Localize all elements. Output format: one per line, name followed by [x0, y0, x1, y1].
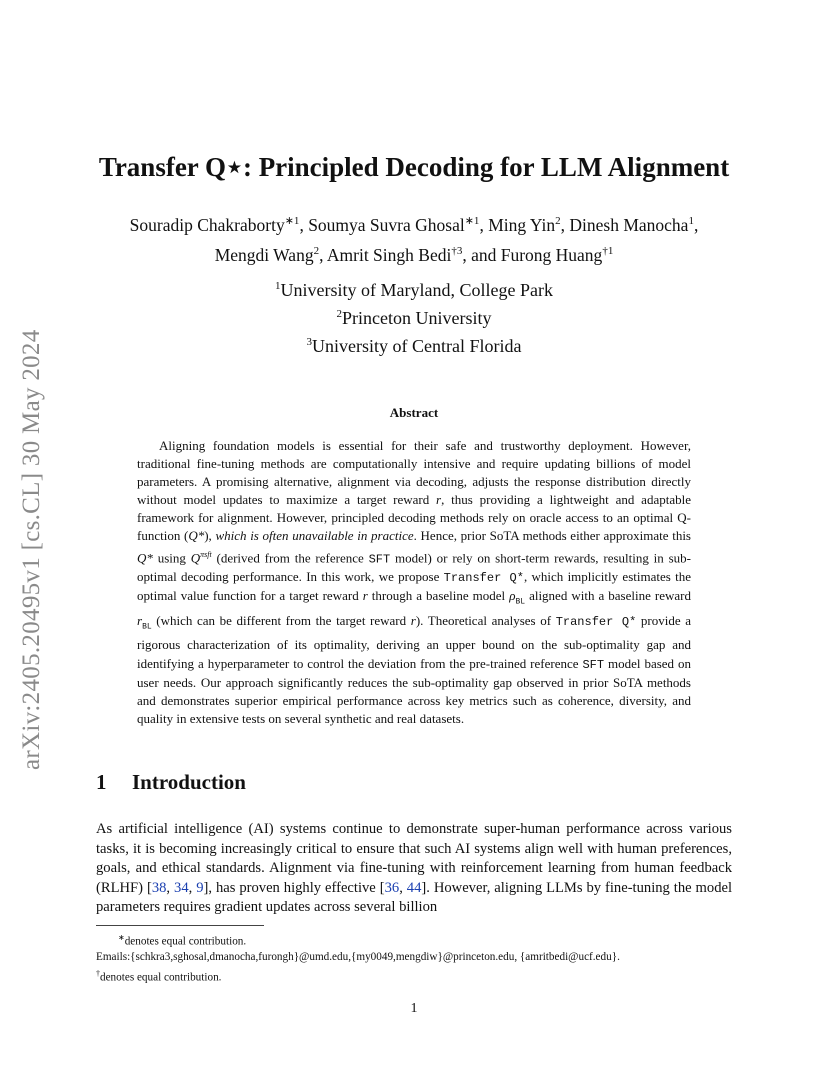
section-title: Introduction — [132, 770, 246, 794]
affiliation-mark: 3 — [306, 336, 313, 348]
affiliation-name: University of Central Florida — [312, 336, 522, 356]
footnote: ∗denotes equal contribution. — [118, 933, 247, 948]
footnote-rule — [96, 925, 264, 926]
author-mark: 2 — [555, 215, 561, 227]
author-mark: ∗1 — [464, 215, 480, 227]
section-number: 1 — [96, 770, 107, 794]
author-mark: 1 — [688, 215, 694, 227]
affiliation-name: University of Maryland, College Park — [280, 280, 553, 300]
author: Dinesh Manocha — [569, 214, 689, 235]
affiliation — [80, 302, 748, 330]
author-mark: ∗1 — [284, 215, 300, 227]
footnotes — [96, 930, 736, 986]
affiliation — [80, 330, 748, 358]
author-mark: †1 — [602, 244, 614, 257]
affiliation-mark: 2 — [336, 308, 342, 320]
affiliation — [80, 274, 748, 302]
page-number: 1 — [410, 1001, 418, 1016]
footnote: †denotes equal contribution. — [96, 968, 222, 984]
author-mark: †3 — [451, 244, 463, 257]
author: Souradip Chakraborty — [129, 214, 285, 235]
abstract-text: Aligning foundation models is essential for their safe and trustworthy deployment. However, traditional fine-tuning methods are computationally intensive and require updating billions of model parameters. A promising alternative, alignment via decoding, adjusts the response distribution directly without model updates to maximize a target reward r, thus providing a lightweight and adaptable framework for alignment. However, principled decoding methods rely on oracle access to an optimal Q-function (Q*), which is often unavailable in practice. Hence, prior SoTA methods either approximate this Q* using $Q^{\pi sft}$ (derived from the reference SFT model) or rely on short-term rewards, resulting in sub-optimal decoding performance. In this work, we propose Transfer Q*, which implicitly estimates the optimal value function for a target reward r through a baseline model $\rho_{BL}$ aligned with a baseline reward $r_{BL}$ (which can be different from the target reward r). Theoretical analyses of Transfer Q* provide a rigorous characterization of its optimality, deriving an upper bound on the sub-optimality gap and identifying a hyperparameter to control the deviation from the pre-trained reference SFT model based on user needs. Our approach significantly reduces the sub-optimality gap observed in prior SoTA methods and demonstrates superior empirical performance across key metrics such as coherence, diversity, and quality in extensive tests on several synthetic and real datasets. — [137, 438, 692, 726]
citation-link[interactable]: 38 — [151, 879, 167, 896]
author-list: Souradip Chakraborty$^{∗1}$, Soumya Suvra Ghosal$^{∗1}$, Ming Yin$^2$, Dinesh Manocha$^1$, Mengdi Wang$^2$, Amrit Singh Bedi$^{\dagger 3}$, and Furong Huang$^{\dagger 1}$ — [129, 214, 699, 265]
citation-link[interactable]: 9 — [196, 879, 204, 896]
intro-paragraph: As artificial intelligence (AI) systems continue to demonstrate super-human performance across various tasks, it is becoming increasingly critical to ensure that such AI systems align well with human preferences, goals, and ethical standards. Alignment via fine-tuning with reinforcement learning from human feedback (RLHF) [38, 34, 9], has proven highly effective [36, 44]. However, aligning LLMs by fine-tuning the model parameters requires gradient updates across several billion — [96, 821, 733, 916]
arxiv-id: arXiv:2405.20495v1 [cs.CL] 30 May 2024 — [18, 329, 45, 770]
affiliation-name: Princeton University — [342, 308, 492, 328]
affiliation-list — [80, 274, 748, 358]
abstract-heading: Abstract — [389, 405, 439, 420]
footnote-emails: Emails:{schkra3,sghosal,dmanocha,furongh}@umd.edu,{my0049,mengdiw}@princeton.edu, {amritbedi@ucf.edu}. — [96, 951, 620, 964]
section-heading — [96, 770, 246, 795]
paper-title: Transfer Q⋆: Principled Decoding for LLM Alignment — [98, 152, 730, 182]
author: Ming Yin — [488, 214, 556, 235]
citation-link[interactable]: 36 — [384, 879, 400, 896]
author: and Furong Huang — [471, 244, 603, 265]
citation-link[interactable]: 44 — [406, 879, 422, 896]
author: Soumya Suvra Ghosal — [308, 214, 465, 235]
author: Mengdi Wang — [214, 244, 314, 265]
affiliation-mark: 1 — [275, 280, 281, 292]
author: Amrit Singh Bedi — [326, 244, 452, 265]
author-mark: 2 — [313, 244, 320, 257]
citation-link[interactable]: 34 — [174, 879, 189, 896]
